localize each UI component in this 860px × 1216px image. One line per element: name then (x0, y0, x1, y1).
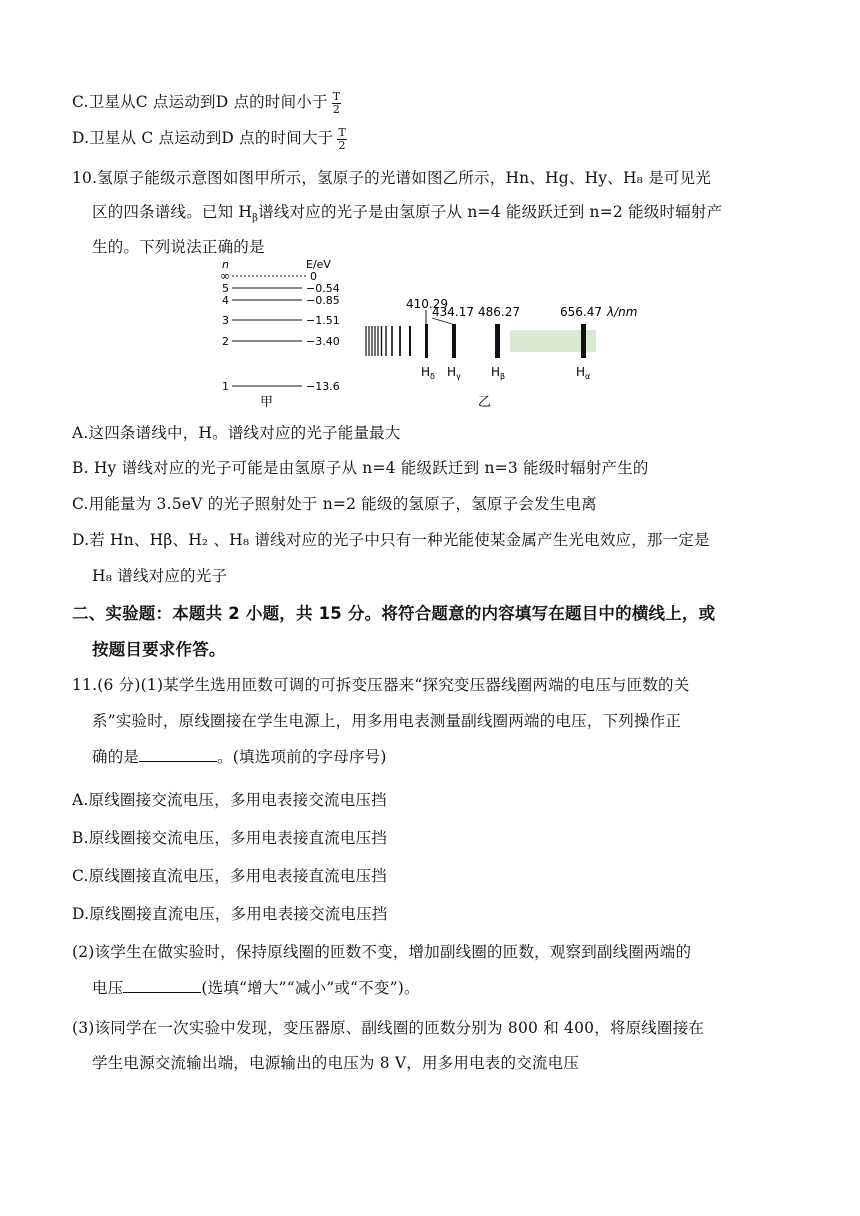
section-heading-line1: 二、实验题：本题共 2 小题，共 15 分。将符合题意的内容填写在题目中的横线上，或 (72, 604, 716, 623)
q10-option-c: C.用能量为 3.5eV 的光子照射处于 n=2 能级的氢原子，氢原子会发生电离 (72, 495, 597, 513)
level-e-4: −0.85 (306, 294, 340, 307)
q10-stem-line2: 区的四条谱线。已知 $H_\beta$谱线对应的光子是由氢原子从 n=4 能级跃迁到 n=2 能级时辐射产 (92, 203, 723, 225)
wavelength-unit: λ/nm (607, 305, 638, 319)
level-n-3: 3 (222, 314, 229, 327)
q11-stem-line1: 11.(6 分)(1)某学生选用匝数可调的可拆变压器来“探究变压器线圈两端的电压与匝数的关 (72, 676, 690, 694)
wavelength-h-gamma: 434.17 (432, 305, 474, 319)
energy-level-diagram (220, 258, 340, 410)
line-label-h-gamma: $H_\gamma$ (447, 365, 461, 381)
q11-part3-line2: 学生电源交流输出端，电源输出的电压为 8 V，用多用电表的交流电压 (92, 1054, 580, 1072)
q11-part2-line2: 电压 (选填“增大”“减小”或“不变”)。 (92, 979, 420, 997)
level-n-inf: ∞ (220, 269, 230, 283)
level-e-3: −1.51 (306, 314, 340, 327)
q10-option-b: B. Hy 谱线对应的光子可能是由氢原子从 n=4 能级跃迁到 n=3 能级时辐射产生的 (72, 459, 649, 477)
q10-stem-line1: 10.氢原子能级示意图如图甲所示，氢原子的光谱如图乙所示，Hn、Hg、Hy、H₈ 是可见光 (72, 169, 712, 187)
section-heading-line2: 按题目要求作答。 (92, 640, 226, 659)
spectral-line-h-gamma (452, 324, 456, 358)
level-n-4: 4 (222, 294, 229, 307)
spectral-line-h-beta (495, 324, 500, 358)
line-label-h-beta: $H_\beta$ (491, 365, 506, 381)
answer-blank-1[interactable] (139, 747, 217, 762)
line-label-h-delta: $H_\delta$ (421, 365, 435, 381)
series-limit-lines (366, 326, 410, 356)
q11-option-c: C.原线圈接直流电压，多用电表接直流电压挡 (72, 867, 387, 885)
wavelength-h-delta: 410.29 (406, 297, 448, 311)
label-jia: 甲 (260, 395, 274, 410)
axis-n-label: n (222, 258, 229, 271)
q10-option-a: A.这四条谱线中，H。谱线对应的光子能量最大 (72, 424, 401, 442)
q9-option-c: C.卫星从C 点运动到D 点的时间小于 $\frac{T}{2}$ (72, 89, 341, 116)
level-n-5: 5 (222, 282, 229, 295)
level-n-1: 1 (222, 380, 229, 393)
level-e-1: −13.6 (306, 380, 340, 393)
q9-option-d: D.卫星从 C 点运动到D 点的时间大于 $\frac{T}{2}$ (72, 125, 346, 152)
label-yi: 乙 (478, 395, 492, 410)
spectral-line-h-alpha (581, 324, 586, 358)
spectrum-diagram (366, 297, 637, 410)
q11-stem-line3: 确的是 。(填选项前的字母序号) (92, 748, 387, 766)
line-label-h-alpha: $H_\alpha$ (576, 365, 591, 381)
q11-part2-line1: (2)该学生在做实验时，保持原线圈的匝数不变，增加副线圈的匝数，观察到副线圈两端的 (72, 943, 692, 961)
level-e-2: −3.40 (306, 335, 340, 348)
q11-part3-line1: (3)该同学在一次实验中发现，变压器原、副线圈的匝数分别为 800 和 400，将原线圈接在 (72, 1019, 705, 1037)
fraction-t-over-2: $\frac{T}{2}$ (332, 89, 341, 116)
wavelength-h-alpha: 656.47 (560, 305, 602, 319)
level-n-2: 2 (222, 335, 229, 348)
q11-stem-line2: 系”实验时，原线圈接在学生电源上，用多用电表测量副线圈两端的电压，下列操作正 (92, 712, 682, 730)
level-e-5: −0.54 (306, 282, 340, 295)
spectral-line-h-delta (425, 324, 428, 358)
q11-option-d: D.原线圈接直流电压，多用电表接交流电压挡 (72, 905, 388, 923)
answer-blank-2[interactable] (123, 978, 201, 993)
hydrogen-figure (210, 254, 670, 414)
q11-option-a: A.原线圈接交流电压，多用电表接交流电压挡 (72, 791, 387, 809)
wavelength-h-beta: 486.27 (478, 305, 520, 319)
q11-option-b: B.原线圈接交流电压，多用电表接直流电压挡 (72, 829, 388, 847)
q10-option-d-line1: D.若 Hn、Hβ、H₂ 、H₈ 谱线对应的光子中只有一种光能使某金属产生光电效应，那一定是 (72, 531, 710, 549)
level-e-inf: 0 (310, 270, 317, 283)
q10-stem-line3: 生的。下列说法正确的是 (92, 238, 265, 256)
fraction-t-over-2: $\frac{T}{2}$ (338, 125, 346, 152)
q10-option-d-line2: H₈ 谱线对应的光子 (92, 567, 228, 585)
axis-e-label: E/eV (306, 258, 331, 271)
